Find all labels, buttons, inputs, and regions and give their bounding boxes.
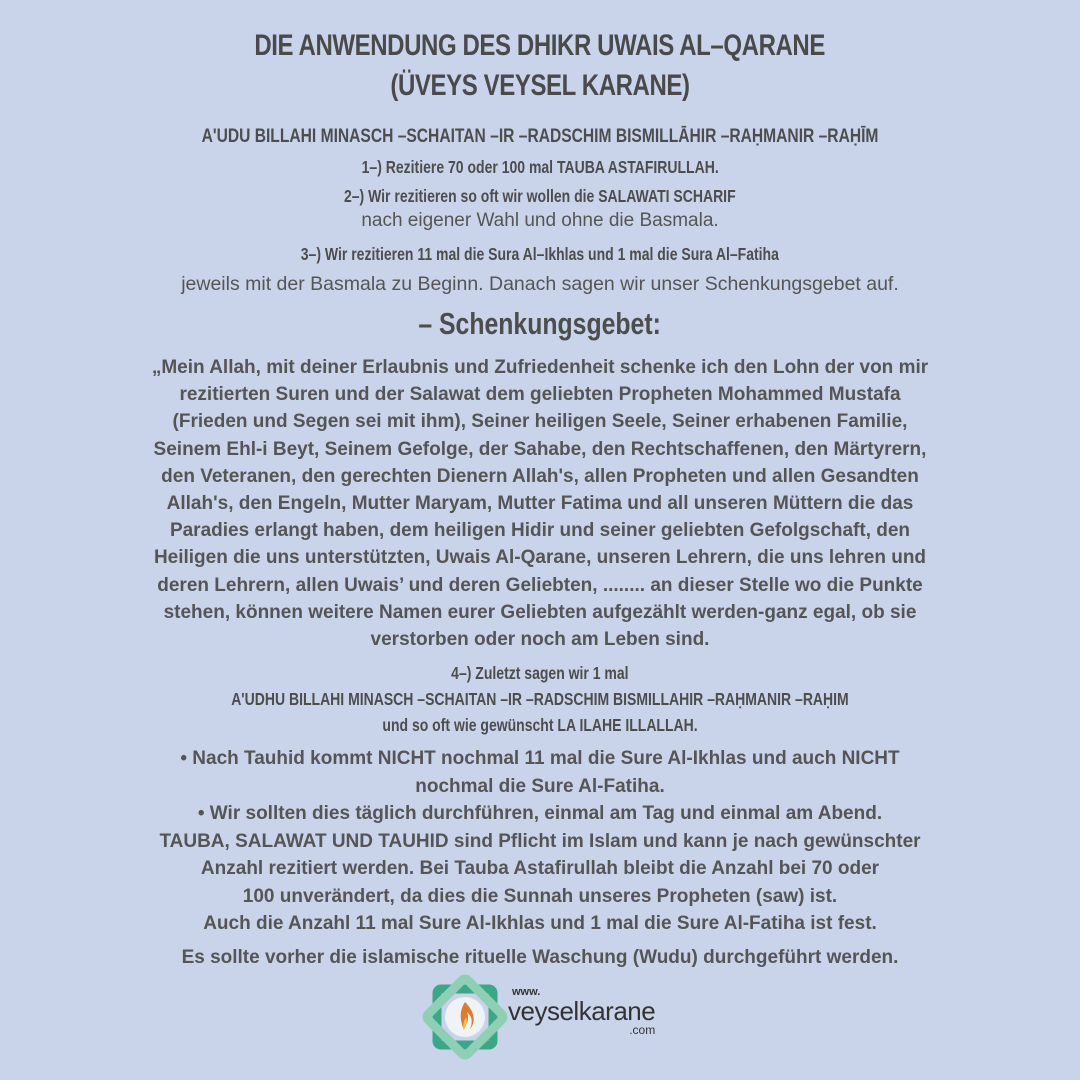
notes-block: [0, 745, 1080, 971]
prayer-line: (Frieden und Segen sei mit ihm), Seiner heiligen Seele, Seiner erhabenen Familie,: [172, 411, 908, 433]
step-3: 3–) Wir rezitieren 11 mal die Sura Al–Ikhlas und 1 mal die Sura Al–Fatiha: [300, 244, 780, 264]
note-line: 100 unverändert, da dies die Sunnah unseres Propheten (saw) ist.: [242, 885, 838, 907]
prayer-line: „Mein Allah, mit deiner Erlaubnis und Zufriedenheit schenke ich den Lohn der von mir: [151, 357, 929, 378]
logo-text: [508, 986, 655, 1036]
step-4-tauhid: und so oft wie gewünscht LA ILAHE ILLALLAH.: [382, 715, 698, 735]
note-line: Auch die Anzahl 11 mal Sure Al-Ikhlas und 1 mal die Sure Al-Fatiha ist fest.: [203, 913, 877, 934]
step-3-note: jeweils mit der Basmala zu Beginn. Danach sagen wir unser Schenkungsgebet auf.: [181, 273, 899, 295]
note-line: Anzahl rezitiert werden. Bei Tauba Astafirullah bleibt die Anzahl bei 70 oder: [200, 858, 880, 879]
note-line: nochmal die Sure Al-Fatiha.: [415, 775, 665, 797]
prayer-text: [0, 354, 1080, 653]
step-4-block: [0, 660, 1080, 738]
prayer-line: den Veteranen, den gerechten Dienern Allah's, allen Propheten und allen Gesandten: [161, 465, 919, 487]
step-2-note: nach eigener Wahl und ohne die Basmala.: [361, 210, 719, 231]
title-block: [0, 26, 1080, 106]
note-line: TAUBA, SALAWAT UND TAUHID sind Pflicht im Islam und kann je nach gewünschter: [159, 830, 921, 852]
prayer-line: verstorben oder noch am Leben sind.: [370, 629, 710, 651]
prayer-line: rezitierten Suren und der Salawat dem geliebten Propheten Mohammed Mustafa: [179, 384, 901, 406]
prayer-line: Paradies erlangt haben, dem heiligen Hidir und seiner geliebten Gefolgschaft, den: [169, 520, 911, 542]
note-line: • Nach Tauhid kommt NICHT nochmal 11 mal die Sure Al-Ikhlas und auch NICHT: [180, 748, 900, 769]
step-2: 2–) Wir rezitieren so oft wir wollen die SALAWATI SCHARIF: [344, 186, 736, 206]
prayer-line: stehen, können weitere Namen eurer Geliebten aufgezählt werden-ganz egal, ob sie: [163, 601, 917, 623]
note-line: • Wir sollten dies täglich durchführen, einmal am Tag und einmal am Abend.: [197, 803, 883, 824]
prayer-heading: – Schenkungsgebet:: [418, 306, 662, 341]
prayer-line: Seinem Ehl-i Beyt, Seinem Gefolge, der Sahabe, den Rechtschaffenen, den Märtyrern,: [153, 438, 927, 460]
logo-name: veyselkarane: [508, 996, 656, 1026]
prayer-line: deren Lehrern, allen Uwais’ und deren Geliebten, ........ an dieser Stelle wo die Punkte: [157, 574, 923, 596]
page-subtitle: (ÜVEYS VEYSEL KARANE): [390, 69, 690, 102]
prayer-line: Heiligen die uns unterstützten, Uwais Al-Qarane, unseren Lehrern, die uns lehren und: [153, 547, 927, 569]
step-4: 4–) Zuletzt sagen wir 1 mal: [451, 663, 629, 683]
site-logo: [420, 972, 670, 1062]
logo-www: www.: [512, 986, 541, 998]
step-1: 1–) Rezitiere 70 oder 100 mal TAUBA ASTAFIRULLAH.: [361, 157, 719, 177]
steps-block: [0, 122, 1080, 345]
page-title: DIE ANWENDUNG DES DHIKR UWAIS AL–QARANE: [254, 29, 826, 62]
star-logo-icon: [420, 972, 510, 1062]
final-note: Es sollte vorher die islamische rituelle Waschung (Wudu) durchgeführt werden.: [181, 946, 899, 968]
logo-tld: .com: [629, 1023, 656, 1037]
step-4-audu: A'UDHU BILLAHI MINASCH –SCHAITAN –IR –RADSCHIM BISMILLAHIR –RAḤMANIR –RAḤIM: [231, 689, 849, 709]
prayer-line: Allah's, den Engeln, Mutter Maryam, Mutter Fatima und all unseren Müttern die das: [166, 493, 914, 515]
audu-line: A'UDU BILLAHI MINASCH –SCHAITAN –IR –RADSCHIM BISMILLĀHIR –RAḤMANIR –RAḤĪM: [201, 125, 879, 147]
